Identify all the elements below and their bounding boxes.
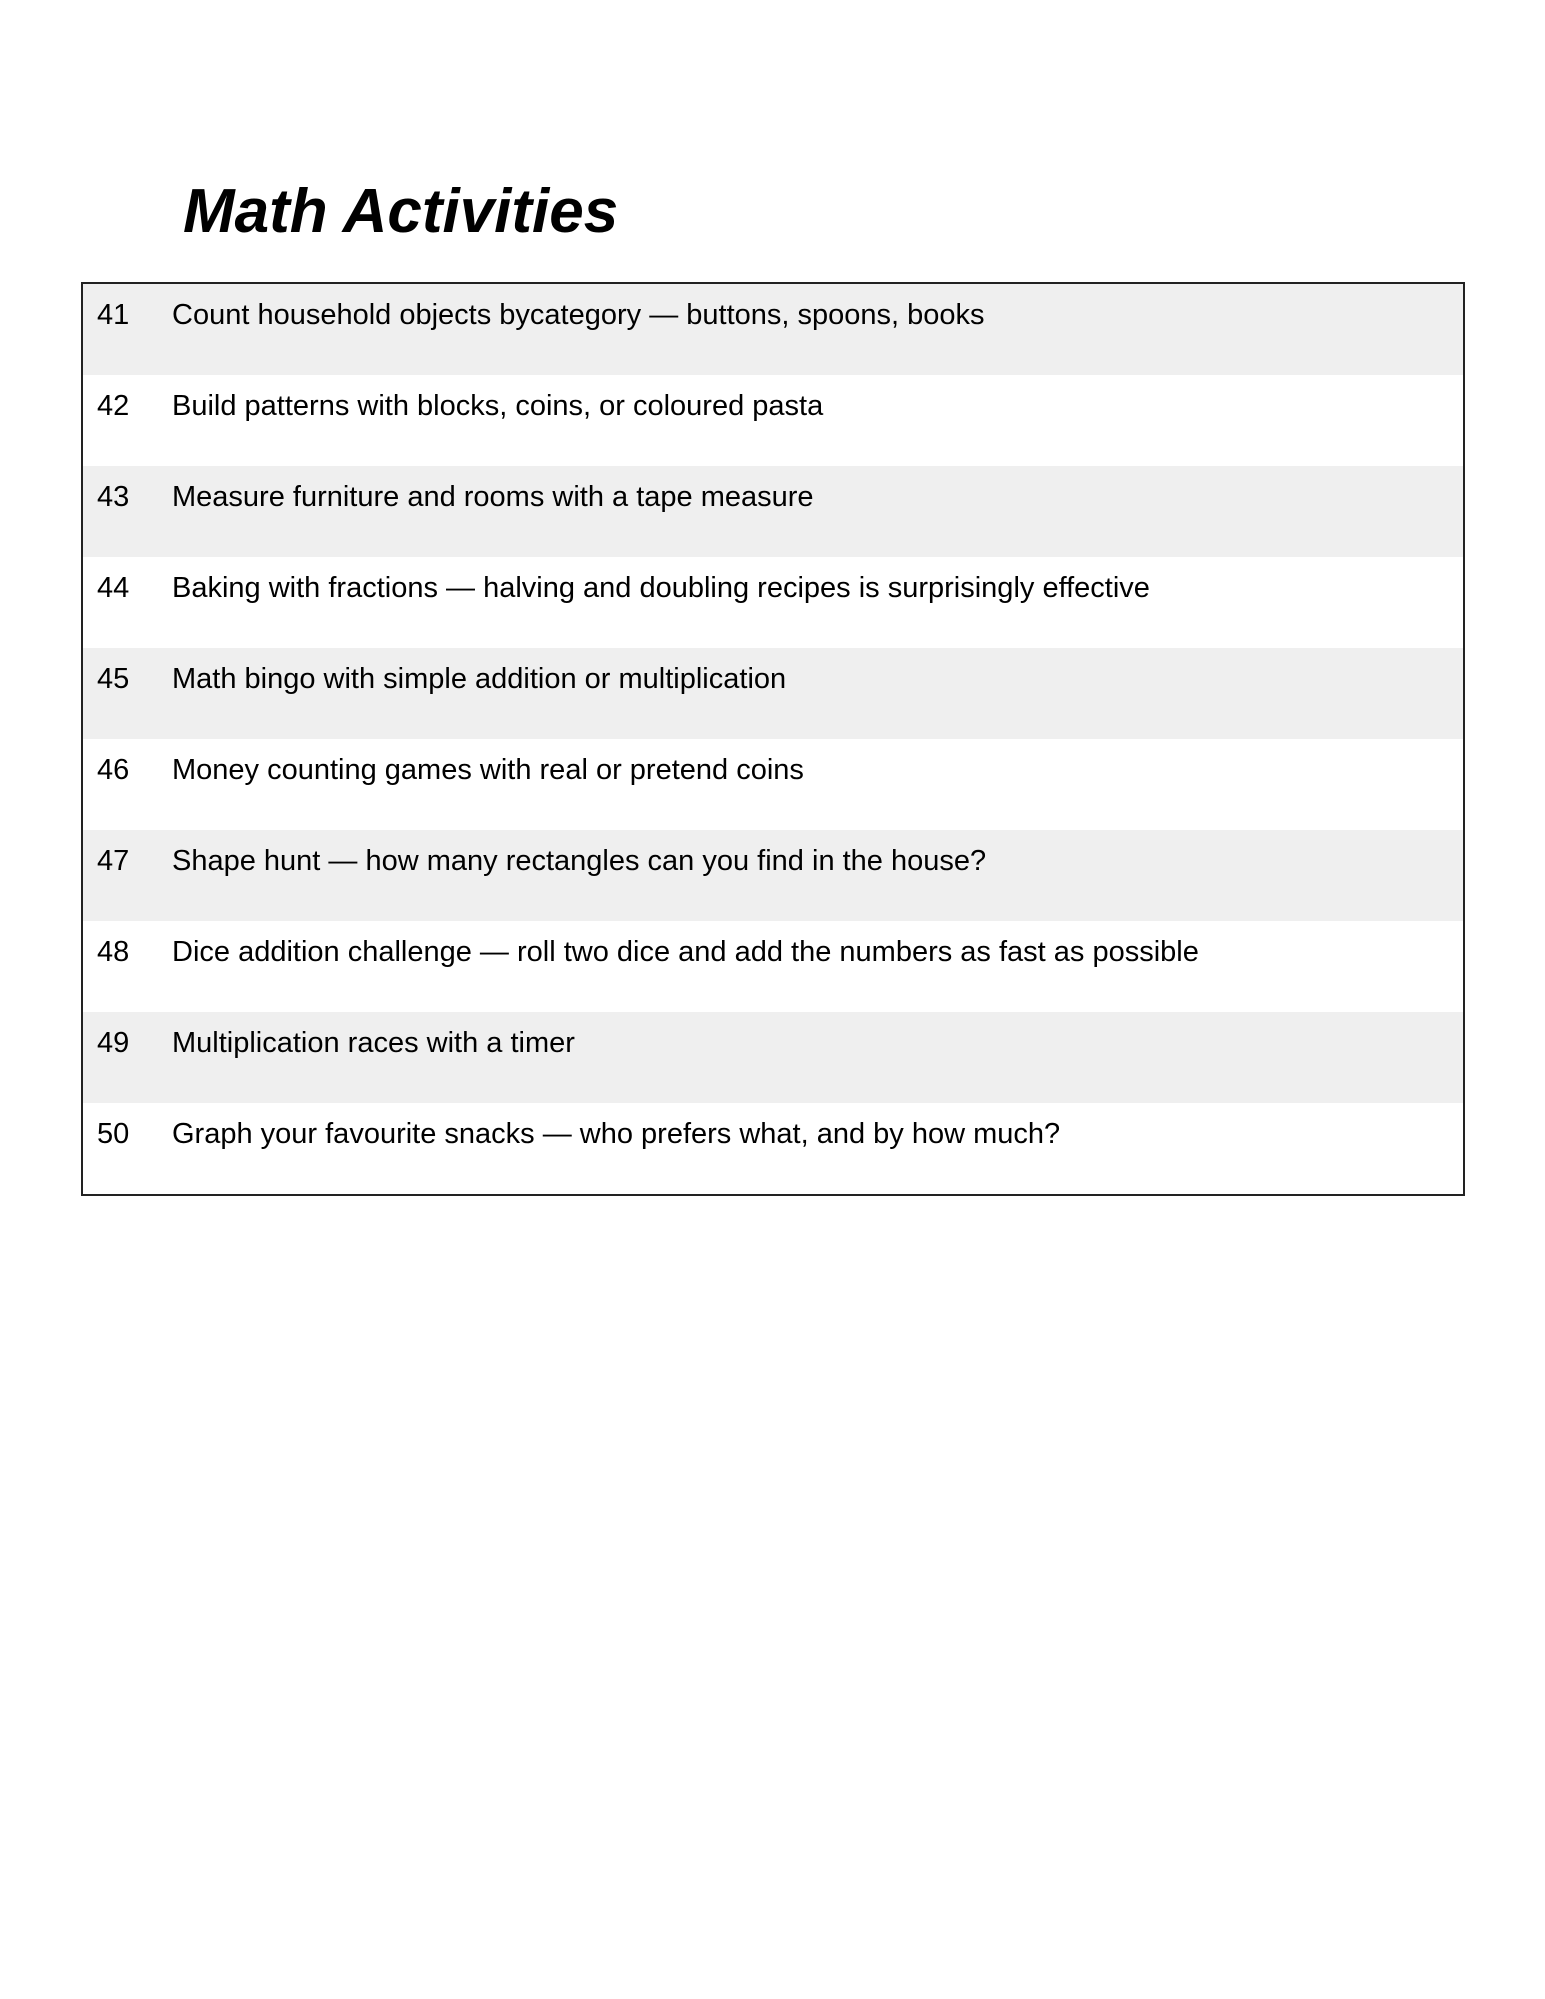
table-row bbox=[83, 648, 1463, 739]
activity-text: Baking with fractions — halving and doubling recipes is surprisingly effective bbox=[172, 572, 1150, 604]
activity-text: Count household objects bycategory — buttons, spoons, books bbox=[172, 299, 985, 331]
activity-text: Dice addition challenge — roll two dice and add the numbers as fast as possible bbox=[172, 936, 1199, 968]
table-row bbox=[83, 466, 1463, 557]
table-row bbox=[83, 557, 1463, 648]
activity-number: 45 bbox=[97, 663, 130, 695]
activity-number: 44 bbox=[97, 572, 130, 604]
activity-number: 42 bbox=[97, 390, 130, 422]
activity-text: Graph your favourite snacks — who prefers what, and by how much? bbox=[172, 1118, 1061, 1150]
activity-text: Multiplication races with a timer bbox=[172, 1027, 575, 1059]
activity-number: 50 bbox=[97, 1118, 130, 1150]
activity-text: Measure furniture and rooms with a tape measure bbox=[172, 481, 814, 513]
table-row bbox=[83, 739, 1463, 830]
activity-table bbox=[81, 282, 1465, 1196]
activity-number: 48 bbox=[97, 936, 130, 968]
table-row bbox=[83, 375, 1463, 466]
table-row bbox=[83, 284, 1463, 375]
activity-number: 49 bbox=[97, 1027, 130, 1059]
activity-number: 46 bbox=[97, 754, 130, 786]
activity-number: 43 bbox=[97, 481, 130, 513]
activity-text: Build patterns with blocks, coins, or coloured pasta bbox=[172, 390, 824, 422]
activity-text: Shape hunt — how many rectangles can you find in the house? bbox=[172, 845, 987, 877]
table-row bbox=[83, 830, 1463, 921]
activity-number: 47 bbox=[97, 845, 130, 877]
table-row bbox=[83, 1103, 1463, 1194]
activity-text: Math bingo with simple addition or multiplication bbox=[172, 663, 787, 695]
activity-text: Money counting games with real or pretend coins bbox=[172, 754, 804, 786]
table-row bbox=[83, 921, 1463, 1012]
table-row bbox=[83, 1012, 1463, 1103]
activity-number: 41 bbox=[97, 299, 130, 331]
page-title: Math Activities bbox=[183, 177, 619, 246]
